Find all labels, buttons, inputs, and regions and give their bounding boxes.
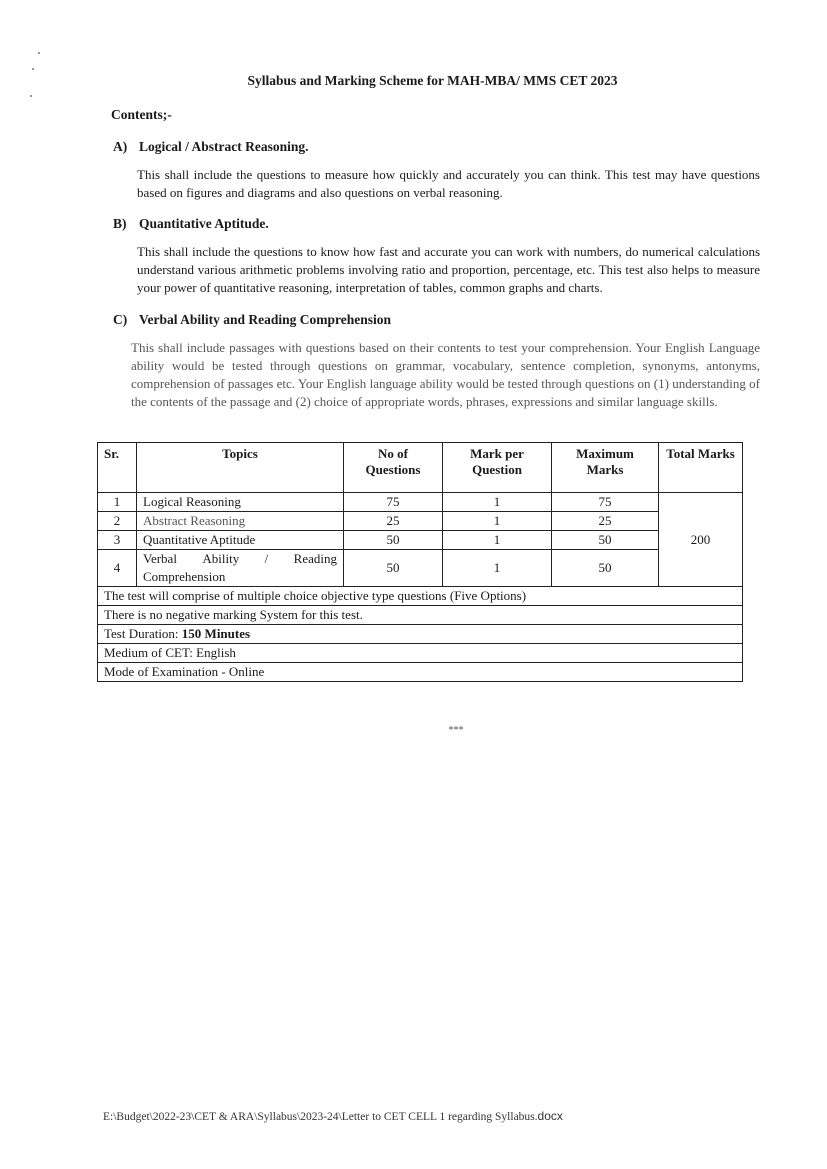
section-letter: A) xyxy=(113,139,128,154)
note-test-duration xyxy=(98,625,743,644)
duration-value: 150 Minutes xyxy=(181,626,251,641)
cell-topic xyxy=(137,550,344,587)
table-row xyxy=(98,512,743,531)
table-note-row xyxy=(98,587,743,606)
table-note-row xyxy=(98,663,743,682)
section-b-text: This shall include the questions to know how fast and accurate you can work with numbers, do numerical calculations understand various arithmetic problems involving ratio and proportion, percentage, etc. This test also helps to measure your power of quantitative reasoning, interpretation of tables, common graphs and charts. xyxy=(137,244,760,295)
topic-word: Verbal xyxy=(143,551,177,566)
section-c-text: This shall include passages with questions based on their contents to test your comprehension. Your English Language ability would be tested through questions on grammar, vocabulary, sentence completion, synonyms, antonyms, comprehension of passages etc. Your English language ability would be tested through questions on (1) understanding of the contents of the passage and (2) choice of appropriate words, phrases, expressions and similar language skills. xyxy=(131,340,760,409)
cell-sr: 2 xyxy=(98,512,137,531)
section-title: Verbal Ability and Reading Comprehension xyxy=(139,312,392,327)
scan-speck xyxy=(30,95,32,97)
scan-speck xyxy=(38,52,40,54)
cell-mark: 1 xyxy=(443,512,552,531)
marking-scheme-table xyxy=(97,442,743,682)
table-note-row xyxy=(98,625,743,644)
file-path-footer xyxy=(103,1109,563,1123)
section-a-heading xyxy=(113,139,309,155)
table-row xyxy=(98,550,743,587)
section-letter: B) xyxy=(113,216,127,231)
file-extension: docx xyxy=(537,1109,563,1123)
cell-topic: Abstract Reasoning xyxy=(137,512,344,531)
section-c-heading xyxy=(113,312,391,328)
topic-word: Ability xyxy=(202,551,240,566)
header-no-of-questions: No of Questions xyxy=(344,443,443,493)
note-question-type: The test will comprise of multiple choice objective type questions (Five Options) xyxy=(98,587,743,606)
cell-mark: 1 xyxy=(443,493,552,512)
header-maximum-marks: Maximum Marks xyxy=(552,443,659,493)
cell-max: 25 xyxy=(552,512,659,531)
table-note-row xyxy=(98,644,743,663)
cell-questions: 75 xyxy=(344,493,443,512)
table-row xyxy=(98,531,743,550)
note-medium: Medium of CET: English xyxy=(98,644,743,663)
cell-questions: 25 xyxy=(344,512,443,531)
cell-sr: 3 xyxy=(98,531,137,550)
cell-sr: 4 xyxy=(98,550,137,587)
end-marker: *** xyxy=(448,725,464,736)
topic-word: / xyxy=(264,551,269,566)
header-total-marks: Total Marks xyxy=(659,443,743,493)
duration-label: Test Duration: xyxy=(104,626,182,641)
section-title: Logical / Abstract Reasoning. xyxy=(139,139,309,154)
cell-questions: 50 xyxy=(344,550,443,587)
section-letter: C) xyxy=(113,312,128,327)
table-note-row xyxy=(98,606,743,625)
cell-topic: Logical Reasoning xyxy=(137,493,344,512)
table-header-row xyxy=(98,443,743,493)
header-sr: Sr. xyxy=(98,443,137,493)
note-negative-marking: There is no negative marking System for this test. xyxy=(98,606,743,625)
cell-questions: 50 xyxy=(344,531,443,550)
contents-label: Contents;- xyxy=(111,107,172,122)
cell-topic-line2: Comprehension xyxy=(143,569,226,584)
cell-topic: Quantitative Aptitude xyxy=(137,531,344,550)
cell-sr: 1 xyxy=(98,493,137,512)
cell-total: 200 xyxy=(659,493,743,587)
table-row xyxy=(98,493,743,512)
section-title: Quantitative Aptitude. xyxy=(139,216,269,231)
topic-word: Reading xyxy=(293,551,337,566)
cell-topic-line1 xyxy=(143,550,337,568)
section-a-text: This shall include the questions to measure how quickly and accurately you can think. This test may have questions based on figures and diagrams and also questions on verbal reasoning. xyxy=(137,167,760,200)
header-mark-per-question: Mark per Question xyxy=(443,443,552,493)
scan-speck xyxy=(32,68,34,70)
cell-max: 75 xyxy=(552,493,659,512)
header-topics: Topics xyxy=(137,443,344,493)
cell-max: 50 xyxy=(552,550,659,587)
cell-mark: 1 xyxy=(443,531,552,550)
document-title: Syllabus and Marking Scheme for MAH-MBA/ MMS CET 2023 xyxy=(247,73,618,88)
cell-mark: 1 xyxy=(443,550,552,587)
file-path: E:\Budget\2022-23\CET & ARA\Syllabus\2023-24\Letter to CET CELL 1 regarding Syllabus. xyxy=(103,1111,538,1123)
cell-max: 50 xyxy=(552,531,659,550)
section-b-heading xyxy=(113,216,269,232)
note-mode: Mode of Examination - Online xyxy=(98,663,743,682)
